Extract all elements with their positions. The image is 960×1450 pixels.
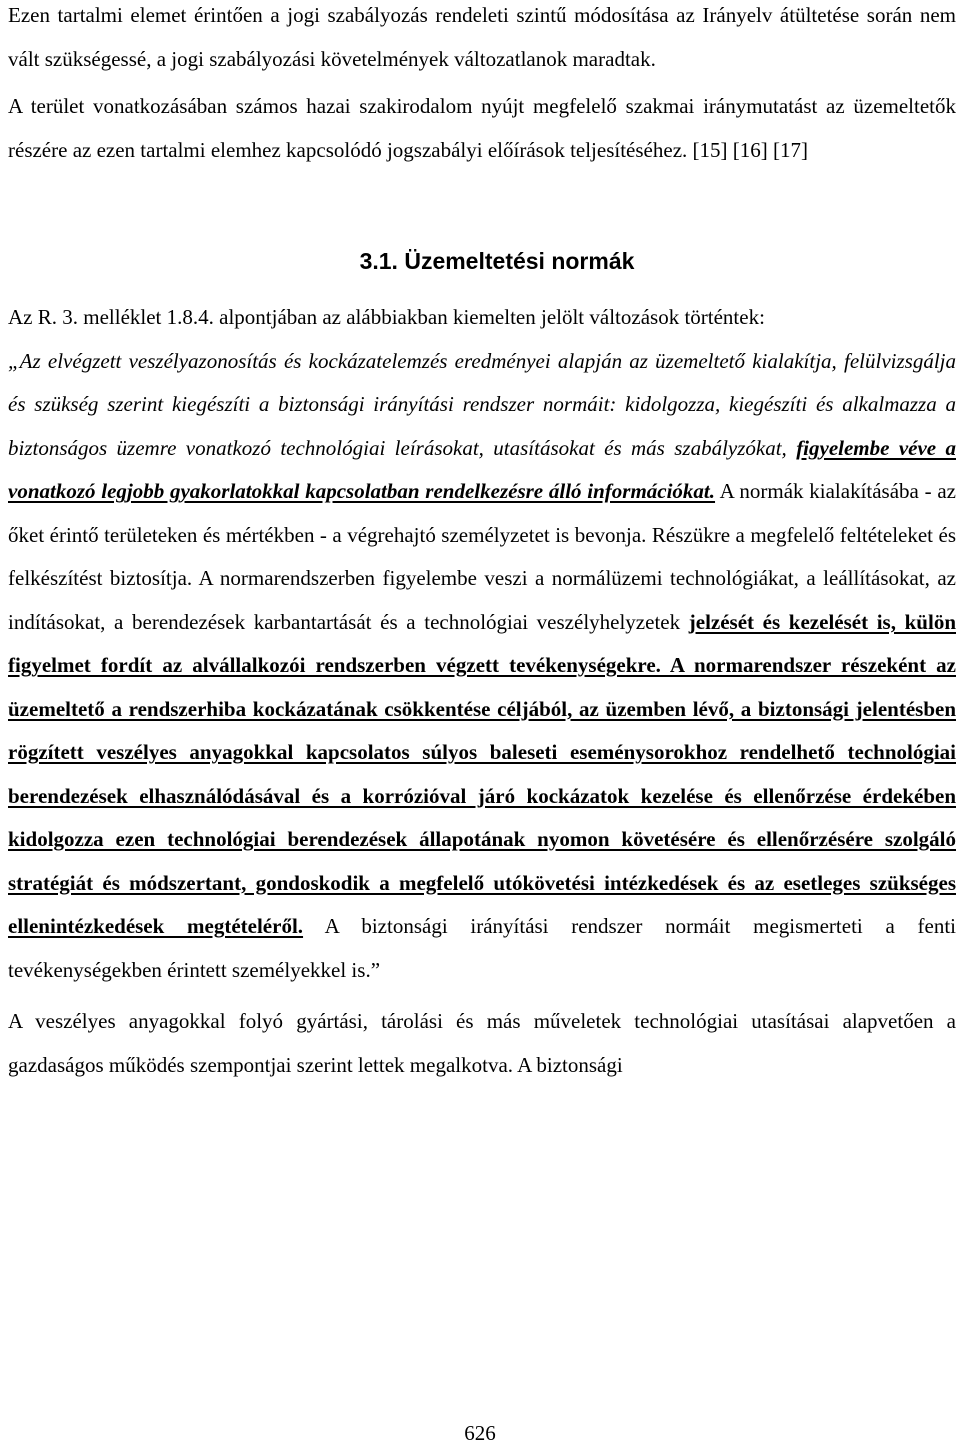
quoted-italic-text-3: A biztonsági irányítási rendszer normáit megismerteti a fenti tevékenységekben érintett személyekkel is.” <box>8 914 956 982</box>
paragraph-literature-guidance: A terület vonatkozásában számos hazai szakirodalom nyújt megfelelő szakmai iránymutatást az üzemeltetők részére az ezen tartalmi elemhez kapcsolódó jogszabályi előírások teljesítéséhez. [15] [16] [17] <box>8 94 956 162</box>
annex-lead-text: Az R. 3. melléklet 1.8.4. alpontjában az alábbiakban kiemelten jelölt változások történtek: <box>8 305 765 329</box>
paragraph-annex-changes <box>8 296 956 992</box>
paragraph-directive-transposition: Ezen tartalmi elemet érintően a jogi szabályozás rendeleti szintű módosítása az Irányelv átültetése során nem vált szükségessé, a jogi szabályozási követelmények változatlanok maradtak. <box>8 3 956 71</box>
highlighted-change-best-practice: figyelembe véve a vonatkozó legjobb gyakorlatokkal kapcsolatban rendelkezésre álló információkat. <box>8 435 956 503</box>
highlighted-change-corrosion: jelzését és kezelését is, külön figyelmet fordít az alvállalkozói rendszerben végzett tevékenységekre. A normarendszer részeként az üzemeltető a rendszerhiba kockázatának csökkentése céljából, az üzemben lévő, a biztonsági jelentésben rögzített veszélyes anyagokkal kapcsolatos súlyos baleseti eseménysorokhoz rendelhető technológiai berendezések elhasználódásával és a korrózióval járó kockázatok kezelése és ellenőrzése érdekében kidolgozza ezen technológiai berendezések állapotának nyomon követésére és ellenőrzésére szolgáló stratégiát és módszertant, gondoskodik a megfelelő utókövetési intézkedések és az esetleges szükséges ellenintézkedések megtételéről. <box>8 609 956 938</box>
page-number: 626 <box>464 1421 496 1445</box>
document-page <box>8 0 956 1087</box>
quoted-italic-text: „Az elvégzett veszélyazonosítás és kockázatelemzés eredményei alapján az üzemeltető kialakítja, felülvizsgálja és szükség szerint kiegészíti a biztonsági irányítási rendszer normáit: kidolgozza, kiegészíti és alkalmazza a biztonságos üzemre vonatkozó technológiai leírásokat, utasításokat és más szabályzókat, <box>8 348 956 460</box>
paragraph-operations: A veszélyes anyagokkal folyó gyártási, tárolási és más műveletek technológiai utasításai alapvetően a gazdaságos működés szempontjai szerint lettek megalkotva. A biztonsági <box>8 1009 956 1077</box>
section-heading: 3.1. Üzemeltetési normák <box>359 248 635 274</box>
quoted-italic-text-2: A normák kialakításába - az őket érintő területeken és mértékben - a végrehajtó személyzetet is bevonja. Részükre a megfelelő feltételeket és felkészítést biztosítja. A normarendszerben figyelembe veszi a normálüzemi technológiákat, a leállításokat, az indításokat, a berendezések karbantartását és a technológiai veszélyhelyzetek <box>8 479 956 634</box>
